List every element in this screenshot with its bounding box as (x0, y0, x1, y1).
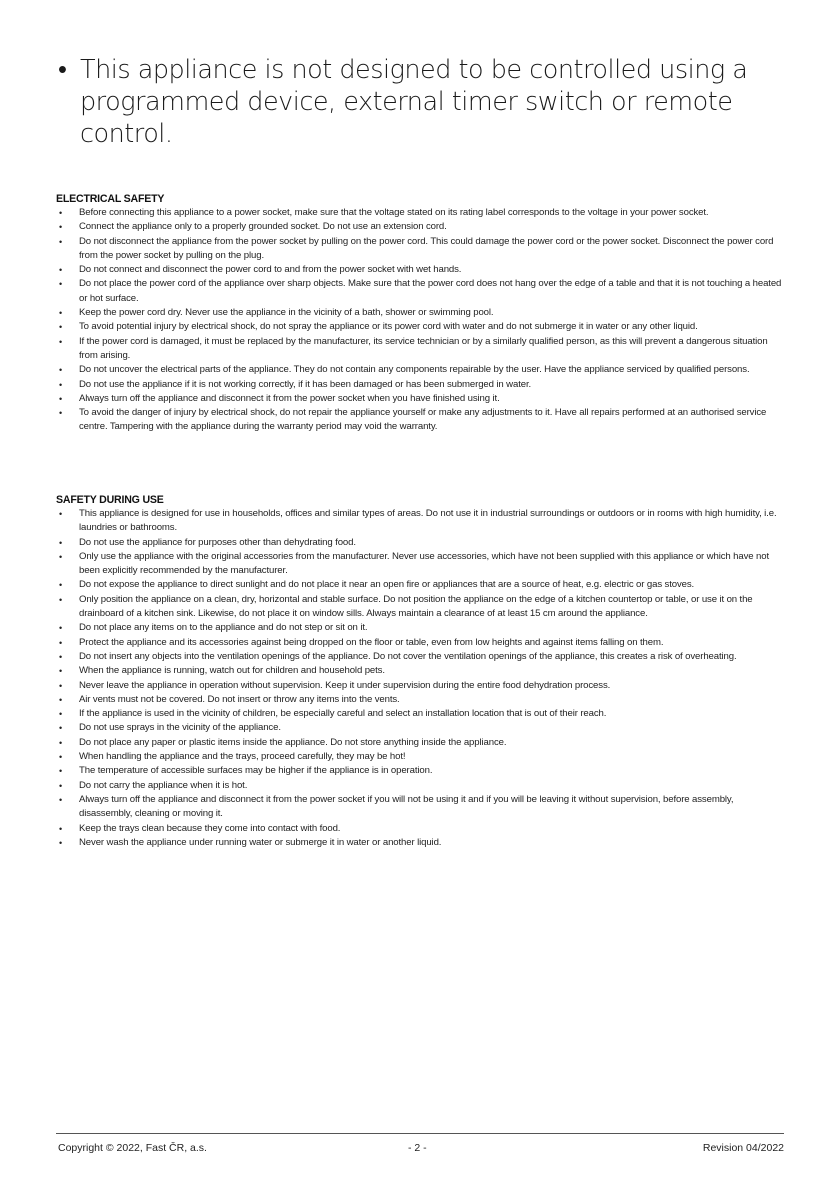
list-item (56, 593, 786, 622)
bullet-glyph: • (59, 322, 63, 333)
list-item-text: Never wash the appliance under running water or submerge it in water or another liquid. (79, 836, 442, 848)
bullet-glyph: • (59, 737, 63, 748)
list-item (56, 636, 786, 650)
list-item (56, 578, 786, 592)
list-item-text: Connect the appliance only to a properly grounded socket. Do not use an extension cord. (79, 221, 447, 233)
list-item-text: Air vents must not be covered. Do not insert or throw any items into the vents. (79, 693, 400, 705)
list-item-text: Do not carry the appliance when it is hot. (79, 779, 248, 791)
bullet-glyph: • (59, 279, 63, 290)
bullet-glyph: • (59, 393, 63, 404)
bullet-glyph: • (59, 408, 63, 419)
bullet-glyph: • (59, 780, 63, 791)
lead-notice-item (58, 54, 798, 150)
list-item-text: Do not place any paper or plastic items inside the appliance. Do not store anything inside the appliance. (79, 736, 507, 748)
lead-notice-text: This appliance is not designed to be controlled using a programmed device, external timer switch or remote control. (80, 55, 748, 149)
list-item (56, 664, 786, 678)
list-item-text: To avoid potential injury by electrical shock, do not spray the appliance or its power cord with water and do not submerge it in water or any other liquid. (79, 321, 698, 333)
list-item (56, 320, 786, 334)
bullet-glyph: • (59, 623, 63, 634)
list-item-text: Always turn off the appliance and disconnect it from the power socket if you will not be using it and if you will be leaving it without supervision, before assembly, disassembly, cleaning or moving it. (79, 793, 734, 820)
list-item-text: Do not disconnect the appliance from the power socket by pulling on the power cord. This could damage the power cord or the power socket. Disconnect the power cord from the power socket by pulling on the plug. (79, 235, 774, 261)
list-item-text: Keep the power cord dry. Never use the appliance in the vicinity of a bath, shower or swimming pool. (79, 307, 494, 319)
bullet-glyph: • (59, 265, 63, 276)
section-title: SAFETY DURING USE (56, 494, 164, 506)
footer-revision: Revision 04/2022 (702, 1142, 784, 1154)
list-item (56, 363, 786, 377)
bullet-glyph: • (59, 666, 63, 677)
section-title: ELECTRICAL SAFETY (56, 193, 165, 205)
list-item (56, 721, 786, 735)
list-item (56, 406, 786, 435)
list-item-text: When the appliance is running, watch out for children and household pets. (79, 665, 385, 677)
list-item-text: Do not use sprays in the vicinity of the appliance. (79, 722, 281, 734)
bullet-glyph: • (59, 365, 63, 376)
list-item-text: Before connecting this appliance to a power socket, make sure that the voltage stated on its rating label corresponds to the voltage in your power socket. (79, 207, 709, 218)
list-item-text: Do not use the appliance for purposes other than dehydrating food. (79, 536, 356, 548)
bullet-glyph: • (59, 236, 63, 247)
list-item-text: Never leave the appliance in operation without supervision. Keep it under supervision during the entire food dehydration process. (79, 679, 611, 691)
bullet-glyph: • (59, 537, 63, 548)
list-item-text: Only use the appliance with the original accessories from the manufacturer. Never use accessories, which have not been supplied with this appliance or which have not been explicitly recommended by the manufacturer. (79, 550, 769, 577)
list-item-text: Do not connect and disconnect the power cord to and from the power socket with wet hands. (79, 264, 462, 276)
list-item-text: Keep the trays clean because they come into contact with food. (79, 822, 341, 834)
bullet-glyph: • (59, 694, 63, 705)
bullet-glyph: • (59, 680, 63, 691)
list-item-text: Do not use the appliance if it is not working correctly, if it has been damaged or has been submerged in water. (79, 378, 532, 390)
list-item-text: Do not place any items on to the appliance and do not step or sit on it. (79, 622, 368, 634)
list-item-text: When handling the appliance and the trays, proceed carefully, they may be hot! (79, 751, 406, 763)
bullet-glyph: • (58, 55, 67, 85)
list-item-text: If the appliance is used in the vicinity of children, be especially careful and select an installation location that is out of their reach. (79, 708, 607, 720)
list-item-text: Always turn off the appliance and disconnect it from the power socket when you have finished using it. (79, 392, 500, 404)
list-item-text: Only position the appliance on a clean, dry, horizontal and stable surface. Do not position the appliance on the edge of a kitchen countertop or table, or use it on the drainboard of a kitchen sink. Likewise, do not place it on window sills. Always maintain a clearance of at least 15 cm around the appliance. (79, 593, 753, 620)
list-item (56, 306, 786, 320)
bullet-glyph: • (59, 723, 63, 734)
list-item (56, 750, 786, 764)
bullet-glyph: • (59, 837, 63, 848)
list-item-text: Do not place the power cord of the appliance over sharp objects. Make sure that the power cord does not hang over the edge of a table and that it is not touching a heated or hot surface. (79, 278, 782, 304)
list-item (56, 277, 786, 306)
bullet-glyph: • (59, 580, 63, 591)
footer-divider (56, 1133, 784, 1134)
bullet-glyph: • (59, 766, 63, 777)
bullet-glyph: • (59, 208, 63, 218)
list-item (56, 779, 786, 793)
bullet-glyph: • (59, 222, 63, 233)
list-item (56, 392, 786, 406)
bullet-glyph: • (59, 794, 63, 805)
list-item (56, 235, 786, 264)
list-item (56, 220, 786, 234)
lead-notice (58, 54, 798, 150)
list-item (56, 206, 786, 220)
bullet-glyph: • (59, 551, 63, 562)
bullet-glyph: • (59, 709, 63, 720)
list-item (56, 822, 786, 836)
list-item-text: This appliance is designed for use in households, offices and similar types of areas. Do not use it in industrial surroundings or outdoors or in rooms with high humidity, i.e. laundries or bathrooms. (79, 508, 777, 534)
bullet-glyph: • (59, 379, 63, 390)
bullet-glyph: • (59, 594, 63, 605)
list-item (56, 550, 786, 579)
bullet-glyph: • (59, 651, 63, 662)
list-item (56, 378, 786, 392)
list-item (56, 263, 786, 277)
list-item (56, 736, 786, 750)
bullet-glyph: • (59, 509, 63, 519)
list-item (56, 793, 786, 822)
list-item (56, 536, 786, 550)
list-item (56, 507, 786, 536)
bullet-glyph: • (59, 308, 63, 319)
bullet-glyph: • (59, 637, 63, 648)
bullet-glyph: • (59, 336, 63, 347)
list-item-text: The temperature of accessible surfaces may be higher if the appliance is in operation. (79, 765, 433, 777)
bullet-glyph: • (59, 752, 63, 763)
list-item-text: Do not expose the appliance to direct sunlight and do not place it near an open fire or appliances that are a source of heat, e.g. electric or gas stoves. (79, 579, 695, 591)
safety-list (56, 507, 786, 850)
list-item (56, 650, 786, 664)
list-item-text: If the power cord is damaged, it must be replaced by the manufacturer, its service technician or by a similarly qualified person, as this will prevent a dangerous situation from arising. (79, 335, 768, 361)
electrical-safety-section (56, 192, 786, 435)
list-item (56, 707, 786, 721)
bullet-glyph: • (59, 823, 63, 834)
list-item (56, 679, 786, 693)
footer-copyright: Copyright © 2022, Fast ČR, a.s. (58, 1142, 207, 1154)
safety-during-use-section (56, 493, 786, 850)
list-item-text: Do not uncover the electrical parts of the appliance. They do not contain any components repairable by the user. Have the appliance serviced by qualified persons. (79, 364, 750, 376)
list-item-text: Protect the appliance and its accessories against being dropped on the floor or table, even from low heights and against items falling on them. (79, 636, 664, 648)
list-item (56, 335, 786, 364)
footer-page-number: - 2 - (408, 1142, 427, 1154)
list-item (56, 764, 786, 778)
list-item (56, 693, 786, 707)
safety-list (56, 206, 786, 435)
list-item-text: To avoid the danger of injury by electrical shock, do not repair the appliance yourself or make any adjustments to it. Have all repairs performed at an authorised service centre. Tampering with the appliance during the warranty period may void the warranty. (79, 407, 767, 433)
list-item-text: Do not insert any objects into the ventilation openings of the appliance. Do not cover the ventilation openings of the appliance, this creates a risk of overheating. (79, 650, 737, 662)
list-item (56, 621, 786, 635)
list-item (56, 836, 786, 850)
